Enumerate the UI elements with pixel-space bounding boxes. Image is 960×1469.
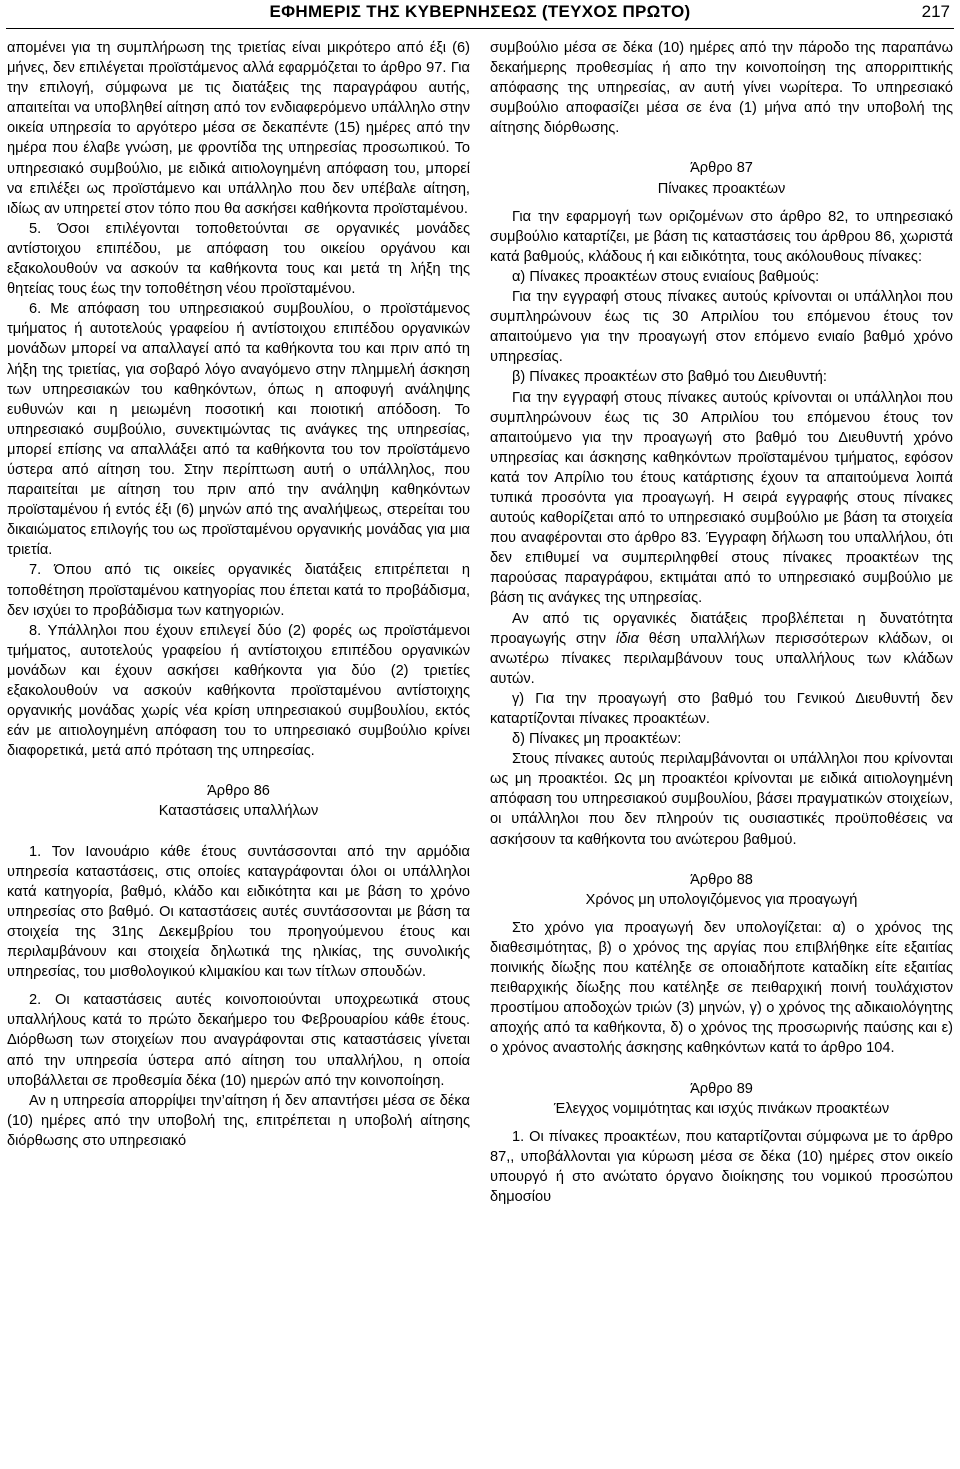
article-87-item-a-heading: α) Πίνακες προακτέων στους ενιαίους βαθμούς: bbox=[512, 268, 820, 285]
page-header bbox=[6, 0, 954, 29]
article-86-paragraph-2: 2. Οι καταστάσεις αυτές κοινοποιούνται υποχρεωτικά στους υπαλλήλους κατά το πρώτο δεκαήμερο του Φεβρουαρίου κάθε έτους. Διόρθωση των στοιχείων που αναγράφονται στις καταστάσεις γίνεται από την υπηρεσία ύστερα από αίτηση του υπαλλήλου, η οποία υποβάλλεται σε προθεσμία δέκα (10) ημερών από την κοινοποίηση. bbox=[7, 992, 470, 1089]
paragraph-continued: απομένει για τη συμπλήρωση της τριετίας είναι μικρότερο από έξι (6) μήνες, δεν επιλέγεται προϊστάμενος αλλά εφαρμόζεται το άρθρο 97. Για την επιλογή, σύμφωνα με τις διατάξεις της παραγράφου αυτής, απαιτείται να υποβληθεί αίτηση από τον ενδιαφερόμενο υπάλληλο στην οικεία υπηρεσία το αργότερο μέσα σε δεκαπέντε (15) ημέρες από την ημέρα που έλαβε γνώση, με φροντίδα της υπηρεσίας προσωπικού. Το υπηρεσιακό συμβούλιο, με ειδικά αιτιολογημένη απόφαση του, μπορεί να επιλέξει ως προϊστάμενο και υπάλληλο που δεν υπέβαλε αίτηση, ιδίως αν υπηρετεί στον τόπο που θα ασκήσει καθήκοντα προϊσταμένου. bbox=[7, 40, 470, 217]
article-86-paragraph-3: Αν η υπηρεσία απορρίψει την’αίτηση ή δεν απαντήσει μέσα σε δέκα (10) ημέρες από την υποβολή της, επιτρέπεται η υποβολή αίτησης διόρθωσης στο υπηρεσιακό bbox=[7, 1092, 470, 1149]
paragraph-7: 7. Όπου από τις οικείες οργανικές διατάξεις επιτρέπεται η τοποθέτηση προϊσταμένου κατηγορίας που έπεται κατά το προβάδισμα, δεν ισχύει το προβάδισμα των κατηγοριών. bbox=[7, 562, 470, 619]
article-87-item-a-text: Για την εγγραφή στους πίνακες αυτούς κρίνονται οι υπάλληλοι που συμπληρώνουν έως τις 30 Απριλίου του επόμενου έτους τον απαιτούμενο για την προαγωγή στον επόμενο ενιαίο βαθμό χρόνο υπηρεσίας. bbox=[490, 289, 953, 366]
gazette-title: ΕΦΗΜΕΡΙΣ ΤΗΣ ΚΥΒΕΡΝΗΣΕΩΣ (ΤΕΥΧΟΣ ΠΡΩΤΟ) bbox=[269, 2, 691, 21]
article-87-item-b-heading: β) Πίνακες προακτέων στο βαθμό του Διευθυντή: bbox=[512, 369, 827, 386]
article-88-title: Άρθρο 88 bbox=[690, 871, 753, 888]
article-87-intro: Για την εφαρμογή των οριζομένων στο άρθρο 82, το υπηρεσιακό συμβούλιο καταρτίζει, με βάση τις καταστάσεις του άρθρου 86, χωριστά κατά βαθμούς, κλάδους ή και ειδικότητα, τους ακόλουθους πίνακες: bbox=[490, 208, 953, 265]
paragraph-6: 6. Με απόφαση του υπηρεσιακού συμβουλίου, ο προϊστάμενος τμήματος ή αυτοτελούς γραφείου ή αντίστοιχου επιπέδου οργανικών μονάδων μπορεί να απαλλαγεί από τα καθήκοντα του και πριν από τη λήξη της τριετίας, για σοβαρό λόγο αναγόμενο στην πλημμελή άσκηση των υπηρεσιακών του καθηκόντων, όπως η αποφυγή ανάληψης ευθυνών και η μειωμένη ποσοτική και ποιοτική απόδοση. Το υπηρεσιακό συμβούλιο, συνεκτιμώντας τις ανάγκες της υπηρεσίας, μπορεί επίσης να απαλλάξει από τα καθήκοντα του τον προϊστάμενο ύστερα από αίτηση του. Στην περίπτωση αυτή ο υπάλληλος, που παραιτείται με αίτηση του πριν από την ανάληψη καθηκόντων προϊσταμένου ή εντός έξι (6) μηνών από της αναλήψεως, στερείται του δικαιώματος επιλογής του ως προϊσταμένου οργανικής μονάδας για μια τριετία. bbox=[7, 301, 470, 559]
article-87-title: Άρθρο 87 bbox=[690, 160, 753, 177]
article-89-paragraph-1: 1. Οι πίνακες προακτέων, που καταρτίζονται σύμφωνα με το άρθρο 87,, υποβάλλονται για κύρωση μέσα σε δέκα (10) ημέρες στον οικείο υπουργό ή στο ανώτατο όργανο διοίκησης του νομικού προσώπου δημοσίου bbox=[490, 1128, 953, 1205]
article-88-paragraph-1: Στο χρόνο για προαγωγή δεν υπολογίζεται: α) ο χρόνος της διαθεσιμότητας, β) ο χρόνος της αργίας που επιβλήθηκε είτε εξαιτίας ποινικής δίωξης που κατέληξε σε οποιαδήποτε καταδίκη είτε εξαιτίας πειθαρχικής δίωξης που κατέληξε σε πειθαρχική ποινή τουλάχιστον προστίμου αποδοχών τριών (3) μηνών, γ) ο χρόνος της αδικαιολόγητης αποχής από τα καθήκοντα, δ) ο χρόνος της προσωρινής παύσης και ε) ο χρόνος αναστολής άσκησης καθηκόντων κατά το άρθρο 104. bbox=[490, 919, 953, 1057]
article-89-title: Άρθρο 89 bbox=[690, 1080, 753, 1097]
article-87-item-b-text: Για την εγγραφή στους πίνακες αυτούς κρίνονται οι υπάλληλοι που συμπληρώνουν έως τις 30 Απριλίου του επόμενου έτους τον απαιτούμενο για την προαγωγή στο βαθμό του Διευθυντή χρόνο υπηρεσίας και άσκησης καθηκόντων προϊσταμένου τμήματος, εφόσον κατά τον Απρίλιο του έτους κατάρτισης έχουν τα απαιτούμενα λοιπά τυπικά προσόντα για προαγωγή. Η σειρά εγγραφής στους πίνακες αυτούς καθορίζεται από το υπηρεσιακό συμβούλιο με βάση τα στοιχεία που αναφέρονται στο άρθρο 83. Έγγραφη δήλωση του υπαλλήλου, ότι δεν επιθυμεί να συμπεριληφθεί στους πίνακες προακτέων της παρούσας παραγράφου, εκτιμάται από το υπηρεσιακό συμβούλιο με βάση τις ανάγκες της υπηρεσίας. bbox=[490, 389, 953, 607]
emphasis-word: ίδια bbox=[615, 630, 639, 647]
right-column bbox=[490, 38, 953, 1207]
article-86-paragraph-1: 1. Τον Ιανουάριο κάθε έτους συντάσσονται από την αρμόδια υπηρεσία καταστάσεις, στις οποίες καταγράφονται όλοι οι υπάλληλοι κατά κατηγορία, βαθμό, κλάδο και ειδικότητα και με βάση το χρόνο υπηρεσίας στο βαθμό. Οι καταστάσεις αυτές συντάσσονται με βάση τα στοιχεία της 31ης Δεκεμβρίου του προηγούμενου έτους και περιλαμβάνουν και στοιχεία δηλωτικά της ηλικίας, της συνολικής υπηρεσίας, του μισθολογικού κλιμακίου και των τίτλων σπουδών. bbox=[7, 843, 470, 981]
paragraph-8: 8. Υπάλληλοι που έχουν επιλεγεί δύο (2) φορές ως προϊστάμενοι τμήματος, αυτοτελούς γραφείου ή αντίστοιχου επιπέδου οργανικών μονάδων και έχουν ασκήσει καθήκοντα για δύο (2) τριετίες εξακολουθούν να ασκούν καθήκοντα προϊσταμένου αντίστοιχης οργανικής μονάδας χωρίς νέα κρίση υπηρεσιακού συμβουλίου, εκτός εάν με αιτιολογημένη απόφαση του το υπηρεσιακό συμβούλιο κρίνει διαφορετικά, μετά από πρόταση της υπηρεσίας. bbox=[7, 622, 470, 760]
article-87-item-c: γ) Για την προαγωγή στο βαθμό του Γενικού Διευθυντή δεν καταρτίζονται πίνακες προακτέων. bbox=[490, 690, 953, 727]
article-86-subtitle: Καταστάσεις υπαλλήλων bbox=[158, 803, 319, 820]
article-86-title: Άρθρο 86 bbox=[207, 783, 270, 800]
article-87-item-d-text: Στους πίνακες αυτούς περιλαμβάνονται οι υπάλληλοι που κρίνονται ως μη προακτέοι. Ως μη προακτέοι κρίνονται με ειδικά αιτιολογημένη απόφαση του υπηρεσιακού συμβουλίου, βάσει πραγματικών στοιχείων, οι υπάλληλοι που δεν πληρούν τις ουσιαστικές προϋποθέσεις να ασκήσουν τα καθήκοντα του ανώτερου βαθμού. bbox=[490, 751, 953, 848]
article-88-subtitle: Χρόνος μη υπολογιζόμενος για προαγωγή bbox=[585, 891, 858, 908]
article-89-subtitle: Έλεγχος νομιμότητας και ισχύς πινάκων προακτέων bbox=[553, 1100, 890, 1117]
paragraph-5: 5. Όσοι επιλέγονται τοποθετούνται σε οργανικές μονάδες αντίστοιχου επιπέδου, με απόφαση του οικείου οργάνου και εξακολουθούν να ασκούν τα καθήκοντα τους και μετά τη λήξη της θητείας τους έως την τοποθέτηση νέου προϊσταμένου. bbox=[7, 220, 470, 298]
article-87-item-d-heading: δ) Πίνακες μη προακτέων: bbox=[512, 731, 682, 748]
page-number: 217 bbox=[921, 2, 950, 21]
text-run: Αν από τις οργανικές διατάξεις προβλέπεται η δυνατότητα προαγωγής στην bbox=[490, 610, 953, 647]
article-87-item-b-text-2 bbox=[490, 609, 953, 689]
article-87-subtitle: Πίνακες προακτέων bbox=[657, 180, 786, 197]
paragraph-continued-right: συμβούλιο μέσα σε δέκα (10) ημέρες από την πάροδο της παραπάνω δεκαήμερης προθεσμίας ή απο την κοινοποίηση της απορριπτικής απόφασης της υπηρεσίας, αν αυτή γίνει νωρίτερα. Το υπηρεσιακό συμβούλιο αποφασίζει μέσα σε ένα (1) μήνα από την υποβολή της αίτησης διόρθωσης. bbox=[490, 40, 953, 137]
text-run: θέση υπαλλήλων περισσότερων κλάδων, οι ανωτέρω πίνακες περιλαμβάνουν τους υπαλλήλους των κλάδων αυτών. bbox=[490, 630, 954, 687]
left-column bbox=[7, 38, 470, 1151]
